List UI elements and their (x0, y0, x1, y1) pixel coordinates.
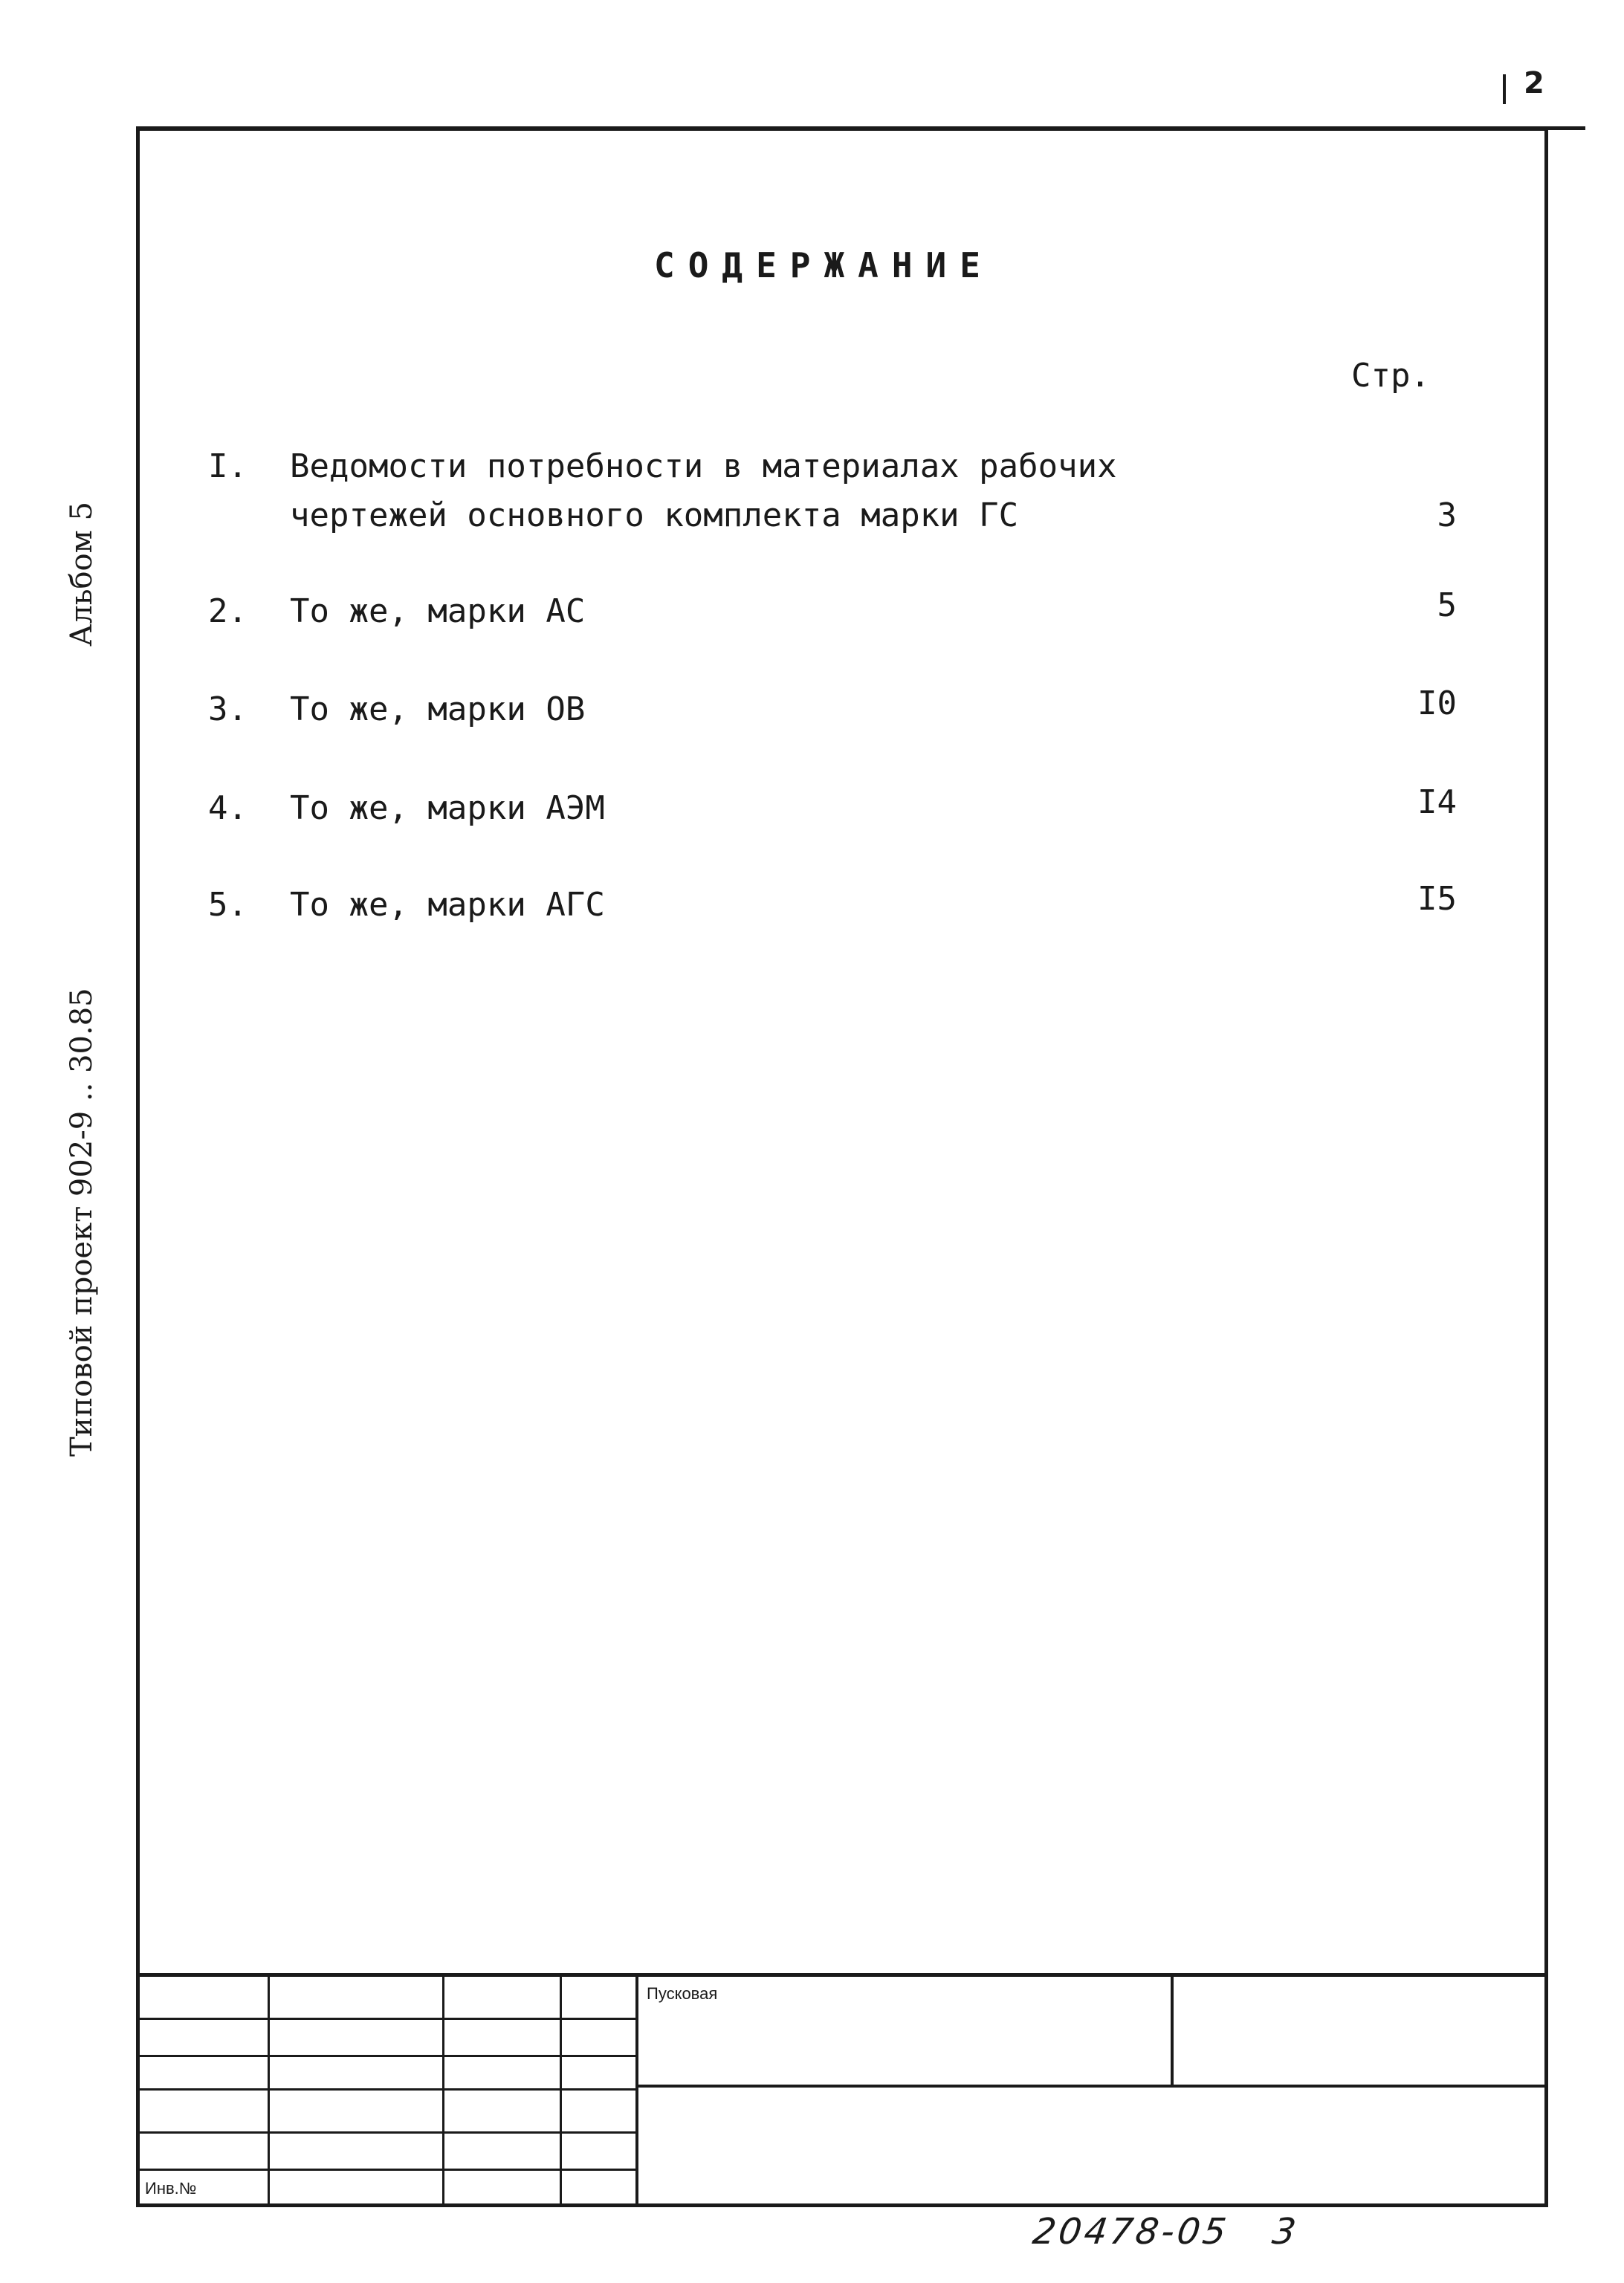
toc-item-text: То же, марки ОВ (290, 690, 586, 728)
toc-item-number: 3. (208, 690, 248, 728)
title-block-vdivider (635, 1973, 638, 2207)
toc-item-number: 4. (208, 789, 248, 827)
toc-item-page: I4 (1417, 783, 1457, 821)
drawing-frame (136, 126, 1548, 2207)
toc-item (208, 684, 1457, 737)
toc-item-number: I. (208, 447, 248, 485)
title-block-grid-line (136, 2055, 635, 2057)
side-label-project: Типовой проект 902-9 .. 30.85 (65, 988, 99, 1457)
sheet-number: 2 (1524, 66, 1544, 100)
document-code (1030, 2211, 1301, 2253)
toc-item-text: Ведомости потребности в материалах рабочих чертежей основного комплекта марки ГС (290, 447, 1117, 534)
toc-item (208, 783, 1457, 836)
toc-item (208, 442, 1457, 546)
page-column-header: Стр. (1351, 357, 1430, 395)
title-block-grid-line (136, 2131, 635, 2134)
frame-top-extension (1544, 126, 1585, 130)
title-block-top-border (136, 1973, 1548, 1977)
toc-item-text: То же, марки АС (290, 592, 586, 630)
document-code-sheet: 3 (1269, 2211, 1301, 2253)
toc-item-page: I5 (1417, 880, 1457, 918)
toc-item-number: 2. (208, 592, 248, 630)
toc-item (208, 586, 1457, 639)
toc-item-text: То же, марки АГС (290, 886, 605, 924)
toc-item-page: 5 (1437, 586, 1457, 624)
title-block-grid-line (136, 2088, 635, 2091)
page-title: СОДЕРЖАНИЕ (654, 245, 994, 285)
title-block-grid-line (136, 2169, 635, 2171)
title-block-mid-border (635, 2085, 1548, 2088)
toc-item (208, 880, 1457, 933)
toc-item-page: 3 (1437, 496, 1457, 534)
toc-item-page: I0 (1417, 684, 1457, 722)
title-block-vdivider (1171, 1973, 1174, 2086)
document-code-number: 20478-05 (1030, 2211, 1232, 2253)
title-block-inv-label: Инв.№ (145, 2179, 197, 2198)
side-label-album: Альбом 5 (65, 502, 99, 647)
title-block-label: Пусковая (647, 1984, 718, 2003)
toc-item-number: 5. (208, 886, 248, 924)
toc-item-text: То же, марки АЭМ (290, 789, 605, 827)
title-block-grid-line (136, 2018, 635, 2020)
sheet-number-mark (1503, 74, 1506, 104)
